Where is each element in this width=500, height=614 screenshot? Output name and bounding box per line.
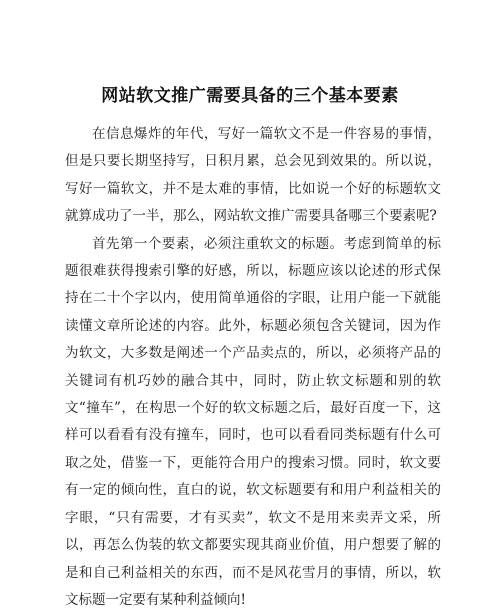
document-title: 网站软文推广需要具备的三个基本要素	[101, 86, 399, 106]
paragraph-intro: 在信息爆炸的年代，写好一篇软文不是一件容易的事情，但是只要长期坚持写，日积月累，总会见到效果的。所以说，写好一篇软文，并不是太难的事情，比如说一个好的标题软文就算成功了一半，那么，网站软文推广需要具备哪三个要素呢?	[65, 126, 441, 225]
document-body	[65, 121, 441, 614]
paragraph-first-element: 首先第一个要素，必须注重软文的标题。考虑到简单的标题很难获得搜索引擎的好感，所以，标题应该以论述的形式保持在二十个字以内，使用简单通俗的字眼，让用户能一下就能读懂文章所论述的内容。此外，标题必须包含关键词，因为作为软文，大多数是阐述一个产品卖点的，所以，必须将产品的关键词有机巧妙的融合其中，同时，防止软文标题和别的软文“撞车”，在构思一个好的软文标题之后，最好百度一下，这样可以看看有没有撞车，同时，也可以看看同类标题有什么可取之处，借鉴一下，更能符合用户的搜索习惯。同时，软文要有一定的倾向性，直白的说，软文标题要有和用户利益相关的字眼，“只有需要，才有买卖”，软文不是用来卖弄文采，所以，再怎么伪装的软文都要实现其商业价值，用户想要了解的是和自己利益相关的东西，而不是风花雪月的事情，所以，软文标题一定要有某种利益倾向!	[65, 235, 441, 608]
